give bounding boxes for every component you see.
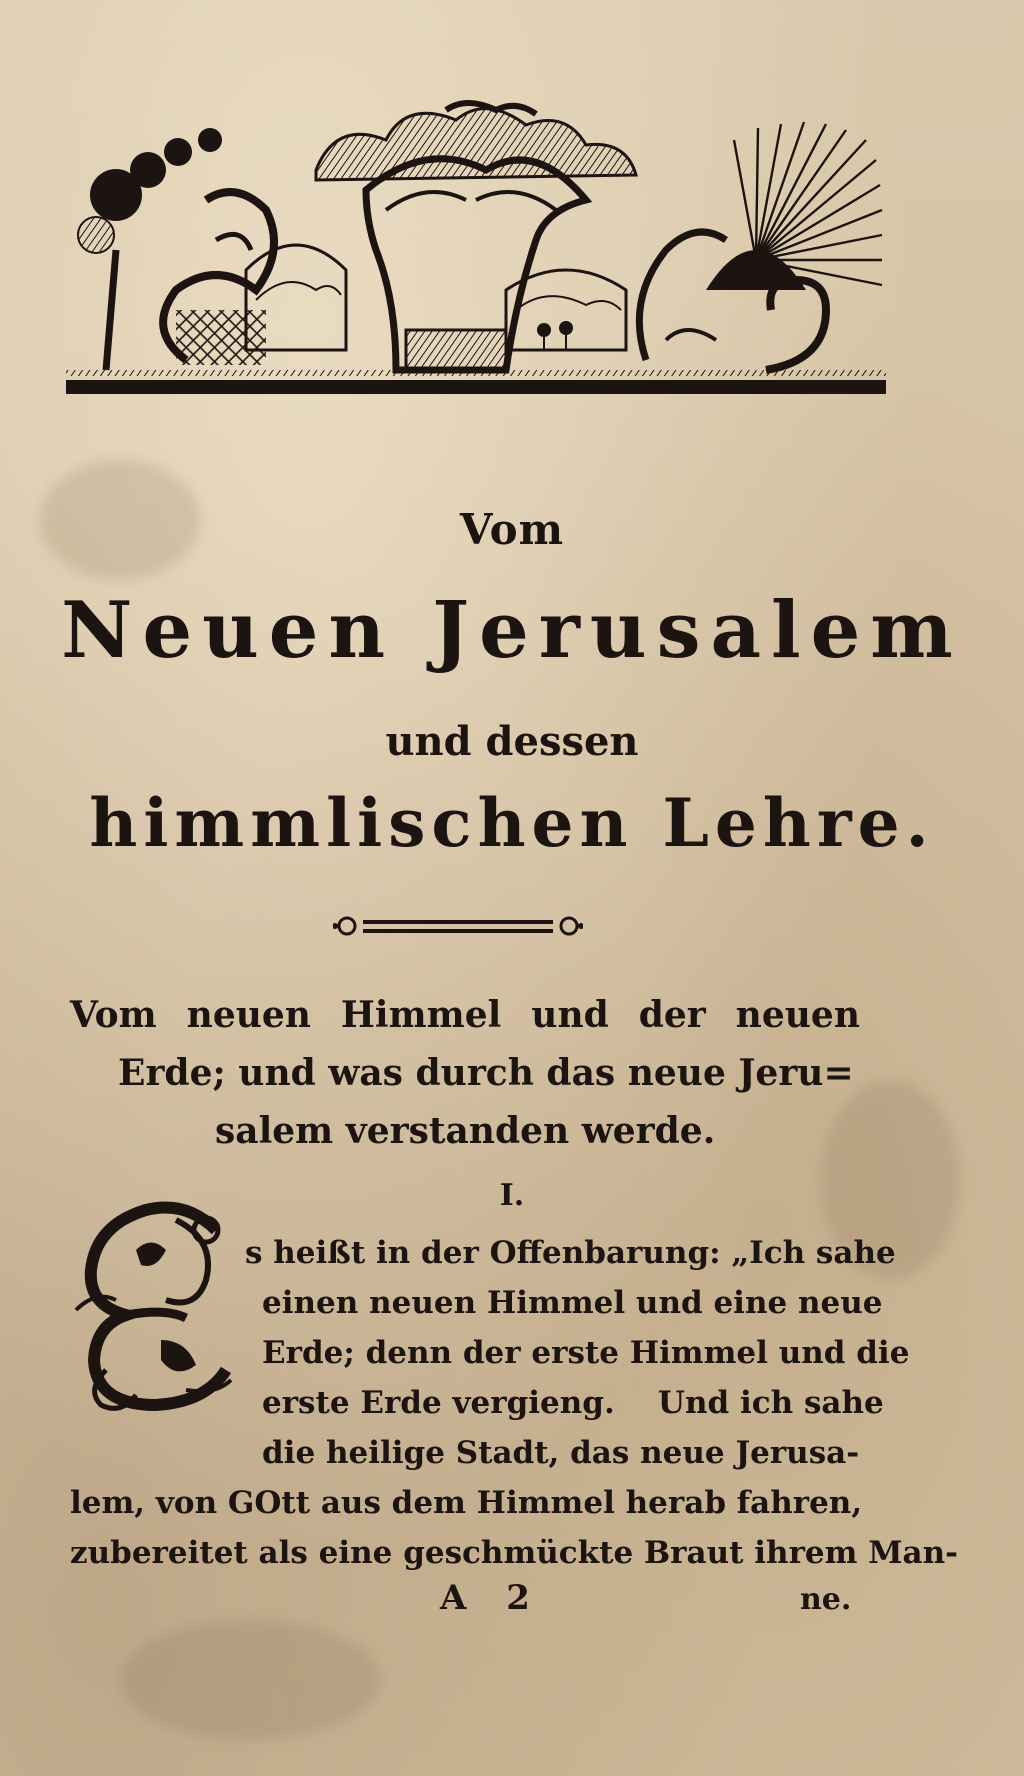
initial-letter bbox=[66, 1190, 240, 1420]
body-line: einen neuen Himmel und eine neue bbox=[262, 1285, 883, 1321]
body-line: die heilige Stadt, das neue Jerusa- bbox=[262, 1435, 860, 1471]
headpiece-woodcut-ornament bbox=[66, 100, 886, 410]
body-line: lem, von GOtt aus dem Himmel herab fahren, bbox=[70, 1485, 863, 1521]
paper-stain bbox=[120, 1620, 380, 1740]
section-number: I. bbox=[499, 1178, 525, 1213]
body-line: zubereitet als eine geschmückte Braut ihrem Man- bbox=[70, 1535, 959, 1571]
page-subtitle: himmlischen Lehre. bbox=[89, 784, 935, 862]
body-line: s heißt in der Offenbarung: „Ich sahe bbox=[245, 1235, 896, 1271]
decorated-initial bbox=[66, 1190, 240, 1420]
title-conjunction: und dessen bbox=[385, 718, 639, 765]
catchword: ne. bbox=[800, 1582, 852, 1617]
printer-signature-mark: A 2 bbox=[440, 1578, 544, 1618]
chapter-heading-line: Erde; und was durch das neue Jeru= bbox=[118, 1052, 854, 1094]
page-title: Neuen Jerusalem bbox=[61, 585, 963, 676]
chapter-heading bbox=[70, 986, 860, 1160]
body-line: erste Erde vergieng. Und ich sahe bbox=[262, 1385, 884, 1421]
chapter-heading-line: salem verstanden werde. bbox=[215, 1110, 716, 1152]
chapter-heading-line: Vom neuen Himmel und der neuen bbox=[70, 994, 860, 1036]
body-line: Erde; denn der erste Himmel und die bbox=[262, 1335, 910, 1371]
title-prefix: Vom bbox=[459, 505, 565, 554]
ornamental-rule bbox=[333, 908, 583, 944]
